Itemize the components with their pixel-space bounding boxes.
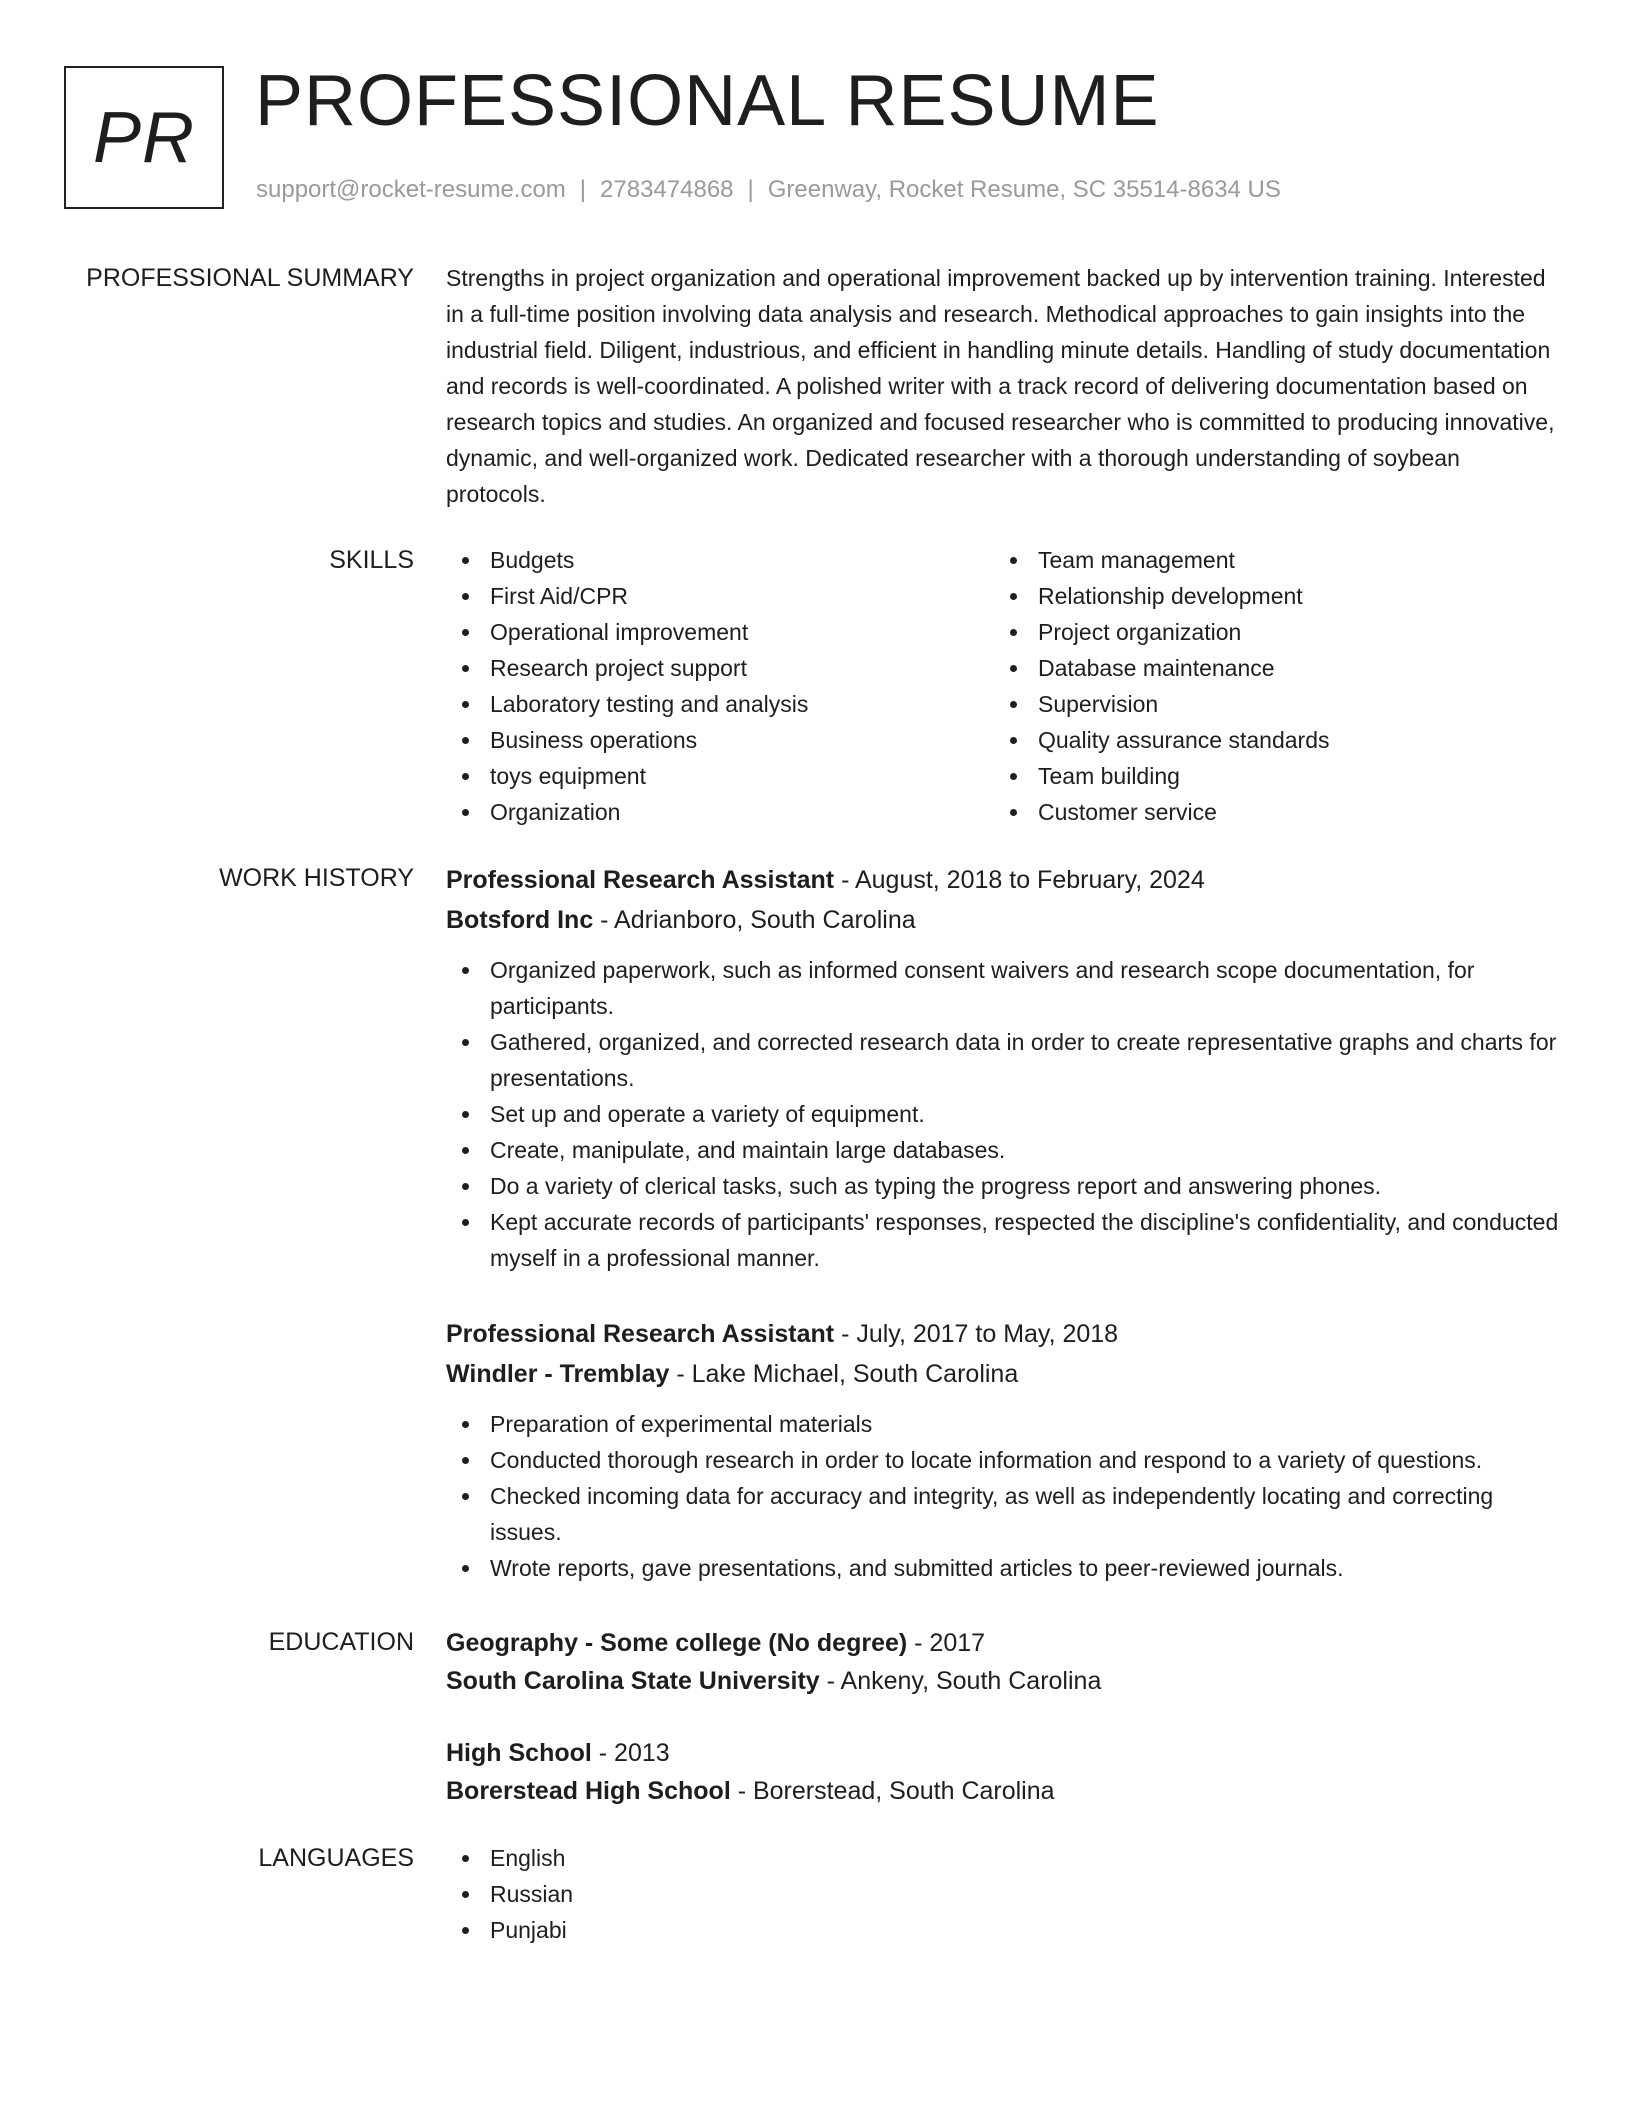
education-year: - 2013 [591,1739,670,1767]
language-item: English [446,1840,1562,1876]
job-company: Botsford Inc [446,906,594,934]
education-degree: High School [446,1739,592,1767]
skill-item: Supervision [994,686,1542,722]
job-bullet: Wrote reports, gave presentations, and submitted articles to peer-reviewed journals. [446,1550,1562,1586]
job-dates: - August, 2018 to February, 2024 [834,866,1205,894]
education-year: - 2017 [907,1629,986,1657]
contact-phone[interactable]: 2783474868 [600,176,734,203]
languages-body [446,1840,1562,1948]
section-label: EDUCATION [268,1628,414,1656]
job-entry [446,860,1562,1276]
skills-column-right [994,542,1542,830]
monogram-box [64,66,224,209]
job-bullet: Gathered, organized, and corrected research data in order to create representative graphs and charts for presentations. [446,1024,1562,1096]
job-bullet: Do a variety of clerical tasks, such as typing the progress report and answering phones. [446,1168,1562,1204]
skill-item: Team management [994,542,1542,578]
job-title-line [446,1314,1562,1354]
education-entry [446,1624,1562,1700]
skill-item: Quality assurance standards [994,722,1542,758]
education-section [0,1624,1632,1810]
skill-item: Relationship development [994,578,1542,614]
job-bullets [446,1406,1562,1586]
language-item: Punjabi [446,1912,1562,1948]
summary-section [0,260,1632,512]
language-item: Russian [446,1876,1562,1912]
skill-item: Team building [994,758,1542,794]
education-entry [446,1734,1562,1810]
job-company-line [446,900,1562,940]
skill-item: Project organization [994,614,1542,650]
education-degree-line [446,1734,1562,1772]
section-label: SKILLS [329,546,414,574]
education-degree: Geography - Some college (No degree) [446,1629,908,1657]
contact-address: Greenway, Rocket Resume, SC 35514-8634 US [767,176,1281,203]
languages-list [446,1840,1562,1948]
section-label: PROFESSIONAL SUMMARY [86,264,414,292]
education-school-line [446,1772,1562,1810]
job-bullet: Organized paperwork, such as informed consent waivers and research scope documentation, for participants. [446,952,1562,1024]
job-entry [446,1314,1562,1586]
contact-email[interactable]: support@rocket-resume.com [256,176,566,203]
job-bullet: Kept accurate records of participants' responses, respected the discipline's confidentiality, and conducted myself in a professional manner. [446,1204,1562,1276]
contact-separator: | [579,176,587,203]
job-company: Windler - Tremblay [446,1360,670,1388]
skill-item: Research project support [446,650,994,686]
contact-separator: | [747,176,754,203]
education-location: - Ankeny, South Carolina [819,1667,1102,1695]
job-location: - Adrianboro, South Carolina [593,906,916,934]
skill-item: Budgets [446,542,994,578]
education-degree-line [446,1624,1562,1662]
summary-text: Strengths in project organization and operational improvement backed up by intervention training. Interested in a full-time position involving data analysis and research. Methodical approaches to gain insights into the industrial field. Diligent, industrious, and efficient in handling minute details. Handling of study documentation and records is well-coordinated. A polished writer with a track record of delivering documentation based on research topics and studies. An organized and focused researcher who is committed to producing innovative, dynamic, and well-organized work. Dedicated researcher with a thorough understanding of soybean protocols. [446,265,1555,507]
monogram-initials: PR [92,97,196,178]
skills-section [0,542,1632,830]
skill-item: toys equipment [446,758,994,794]
job-bullet: Preparation of experimental materials [446,1406,1562,1442]
section-label: LANGUAGES [258,1844,414,1872]
skill-item: Customer service [994,794,1542,830]
job-title: Professional Research Assistant [446,1320,835,1348]
skill-item: Business operations [446,722,994,758]
work-history-section [0,860,1632,1624]
skill-item: Database maintenance [994,650,1542,686]
languages-section [0,1840,1632,1948]
page-title: PROFESSIONAL RESUME [255,61,1160,141]
job-bullet: Set up and operate a variety of equipment. [446,1096,1562,1132]
education-school: Borerstead High School [446,1777,731,1805]
skill-item: First Aid/CPR [446,578,994,614]
job-bullet: Checked incoming data for accuracy and integrity, as well as independently locating and correcting issues. [446,1478,1562,1550]
work-history-body [446,860,1562,1624]
skills-column-left [446,542,994,830]
job-location: - Lake Michael, South Carolina [669,1360,1019,1388]
resume-content [0,260,1632,1948]
skills-grid [446,542,1562,830]
job-title: Professional Research Assistant [446,866,835,894]
section-label: WORK HISTORY [219,864,414,892]
skill-item: Operational improvement [446,614,994,650]
job-bullets [446,952,1562,1276]
job-bullet: Conducted thorough research in order to locate information and respond to a variety of questions. [446,1442,1562,1478]
job-dates: - July, 2017 to May, 2018 [834,1320,1119,1348]
education-school: South Carolina State University [446,1667,820,1695]
contact-line [256,175,1281,205]
education-location: - Borerstead, South Carolina [730,1777,1055,1805]
job-company-line [446,1354,1562,1394]
education-school-line [446,1662,1562,1700]
job-title-line [446,860,1562,900]
job-bullet: Create, manipulate, and maintain large databases. [446,1132,1562,1168]
education-body [446,1624,1562,1810]
skill-item: Organization [446,794,994,830]
skill-item: Laboratory testing and analysis [446,686,994,722]
